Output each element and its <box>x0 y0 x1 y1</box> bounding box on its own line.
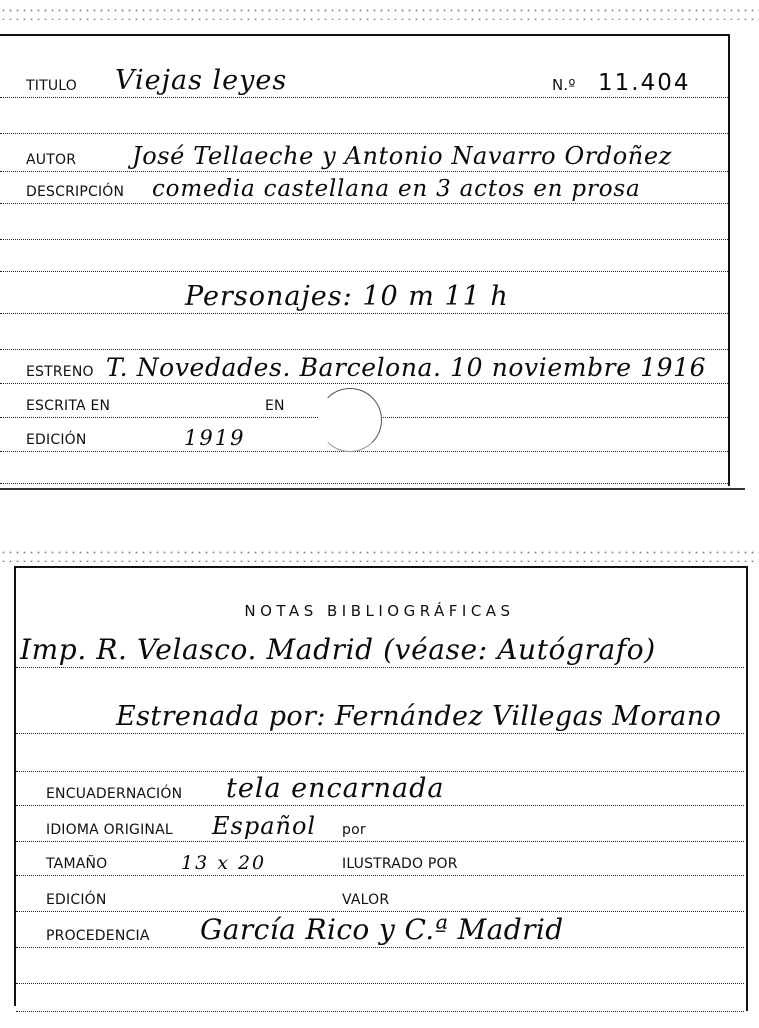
dotted-rule <box>16 875 744 876</box>
blank-row <box>16 740 744 772</box>
titulo-value: Viejas leyes <box>115 65 288 96</box>
notas-line-2 <box>16 702 744 734</box>
blank-row <box>0 452 728 484</box>
edicion-value: 1919 <box>184 426 246 450</box>
procedencia-label: PROCEDENCIA <box>46 928 150 944</box>
blank-row <box>0 240 728 272</box>
blank-row <box>0 208 728 240</box>
card-right-border <box>746 566 748 1011</box>
valor-label: VALOR <box>342 892 390 908</box>
idioma-row <box>16 810 744 842</box>
dotted-rule <box>16 805 744 806</box>
dotted-rule <box>0 383 728 384</box>
numero-value: 11.404 <box>598 70 691 96</box>
escrita-label: ESCRITA EN <box>26 398 111 414</box>
dotted-rule <box>0 203 728 204</box>
dotted-rule <box>0 97 728 98</box>
dotted-rule <box>16 911 744 912</box>
numero-label: N.º <box>552 76 576 94</box>
personajes-value: Personajes: 10 m 11 h <box>185 281 509 312</box>
blank-row <box>0 318 728 350</box>
encuadernacion-value: tela encarnada <box>226 773 445 804</box>
dotted-rule <box>16 771 744 772</box>
procedencia-row <box>16 913 744 948</box>
en-label: EN <box>265 398 285 414</box>
card-edge-speckle <box>0 6 759 20</box>
dotted-rule <box>16 733 744 734</box>
punch-hole-stamp <box>318 388 382 452</box>
card-top-border <box>14 566 748 568</box>
notas-line-2-text: Estrenada por: Fernández Villegas Morano <box>116 701 722 732</box>
tamano-label: TAMAÑO <box>46 856 108 872</box>
dotted-rule <box>0 483 728 484</box>
card-edge-speckle <box>0 548 759 562</box>
autor-value: José Tellaeche y Antonio Navarro Ordoñez <box>132 142 672 170</box>
notas-line-1-text: Imp. R. Velasco. Madrid (véase: Autógrafo) <box>20 633 656 666</box>
card-bottom-border <box>0 488 745 490</box>
dotted-rule <box>16 841 744 842</box>
titulo-row <box>0 66 728 98</box>
ilustrado-label: ILUSTRADO POR <box>342 856 458 872</box>
notas-line-1 <box>16 633 744 668</box>
dotted-rule <box>16 947 744 948</box>
card-top-border <box>0 34 730 36</box>
tamano-row <box>16 844 744 876</box>
estreno-row <box>0 352 728 384</box>
idioma-label: IDIOMA ORIGINAL <box>46 822 173 838</box>
descripcion-label: DESCRIPCIÓN <box>26 184 125 200</box>
encuadernacion-label: ENCUADERNACIÓN <box>46 786 183 802</box>
dotted-rule <box>0 313 728 314</box>
personajes-row <box>0 282 728 314</box>
titulo-label: TITULO <box>26 78 77 94</box>
procedencia-value: García Rico y C.ª Madrid <box>200 913 564 946</box>
autor-row <box>0 140 728 172</box>
descripcion-row <box>0 172 728 204</box>
estreno-value: T. Novedades. Barcelona. 10 noviembre 1916 <box>106 353 707 382</box>
card-right-border <box>728 34 730 486</box>
dotted-rule <box>16 667 744 668</box>
por-label: por <box>342 822 366 838</box>
dotted-rule <box>0 271 728 272</box>
edicion-label: EDICIÓN <box>46 892 107 908</box>
notas-heading: NOTAS BIBLIOGRÁFICAS <box>244 602 515 620</box>
dotted-rule <box>16 1011 744 1012</box>
dotted-rule <box>0 133 728 134</box>
dotted-rule <box>0 349 728 350</box>
autor-label: AUTOR <box>26 152 77 168</box>
estreno-label: ESTRENO <box>26 364 94 380</box>
edicion-label: EDICIÓN <box>26 432 87 448</box>
descripcion-value: comedia castellana en 3 actos en prosa <box>152 176 641 202</box>
encuadernacion-row <box>16 774 744 806</box>
blank-row <box>16 980 744 1012</box>
edicion-valor-row <box>16 880 744 912</box>
catalog-card-back <box>0 548 759 1018</box>
idioma-value: Español <box>212 812 317 840</box>
tamano-value: 13 x 20 <box>181 852 267 874</box>
blank-row <box>0 102 728 134</box>
